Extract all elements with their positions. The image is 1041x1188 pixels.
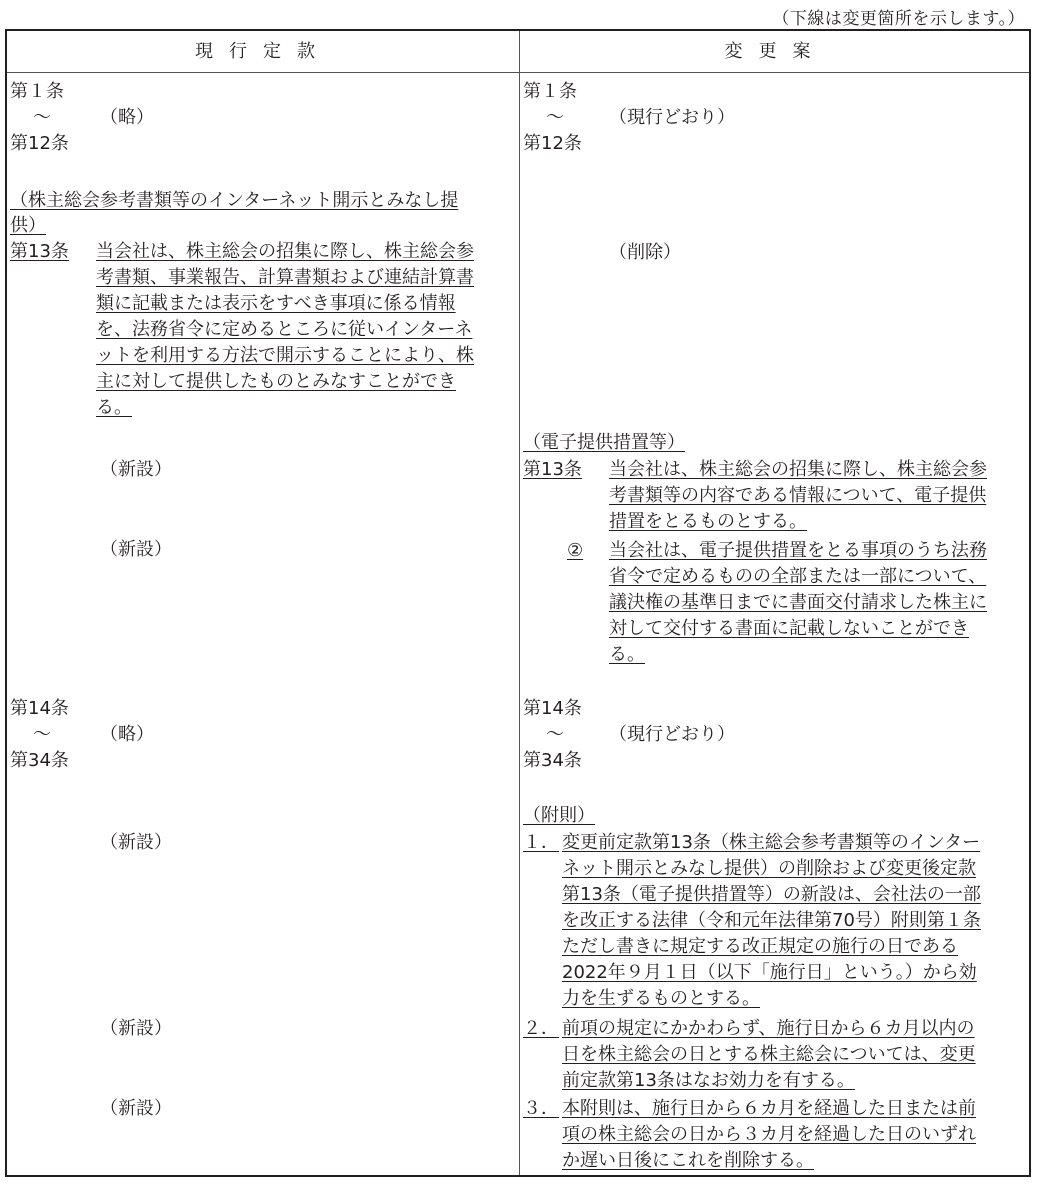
- right-article-13-line: 措置をとるものとする。: [609, 511, 807, 532]
- right-supplementary-line: を改正する法律（令和元年法律第70号）附則第１条: [562, 910, 981, 931]
- right-supplementary-item-3-mark: ３．: [523, 1098, 559, 1119]
- left-article-13-line: を、法務省令に定めるところに従いインターネ: [96, 319, 473, 340]
- left-article-13-line: 主に対して提供したものとみなすことができ: [96, 371, 456, 392]
- right-article-13-line: 考書類等の内容である情報について、電子提供: [609, 485, 987, 506]
- right-supplementary-line: 変更前定款第13条（株主総会参考書類等のインター: [562, 832, 981, 853]
- right-unchanged: （現行どおり）: [609, 724, 735, 745]
- right-supplementary-line: 本附則は、施行日から６カ月を経過した日または前: [562, 1098, 976, 1119]
- right-deleted: （削除）: [609, 242, 681, 263]
- right-supplementary-item-1-mark: １．: [523, 832, 559, 853]
- right-paragraph-2-body: [609, 538, 987, 668]
- left-article-13-caption-cont: 供）: [10, 215, 46, 236]
- right-article-13-body: [609, 457, 987, 535]
- right-supplementary-line: 2022年９月１日（以下「施行日」という。）から効: [562, 962, 977, 983]
- right-supplementary-line: 前項の規定にかかわらず、施行日から６カ月以内の: [562, 1018, 975, 1039]
- right-range-tilde: ～: [546, 724, 564, 745]
- right-paragraph-2-line: 当会社は、電子提供措置をとる事項のうち法務: [609, 540, 987, 561]
- right-supplementary-line: か遅い日後にこれを削除する。: [562, 1150, 814, 1171]
- right-supplementary-line: ネット開示とみなし提供）の削除および変更後定款: [562, 858, 976, 879]
- left-article-13-number: 第13条: [10, 241, 69, 262]
- right-supplementary-item-2-mark: ２．: [523, 1018, 559, 1039]
- right-supplementary-caption: （附則）: [523, 805, 595, 826]
- right-paragraph-2-line: 議決権の基準日までに書面交付請求した株主に: [609, 592, 987, 613]
- right-article-12: 第12条: [523, 133, 582, 154]
- right-paragraph-2-mark: ②: [567, 540, 584, 561]
- right-unchanged: （現行どおり）: [609, 107, 735, 128]
- header-current-articles: 現行定款: [195, 41, 331, 62]
- left-new-establishment: （新設）: [100, 539, 172, 560]
- underline-note: （下線は変更箇所を示します。）: [772, 9, 1025, 29]
- right-article-13-caption: （電子提供措置等）: [523, 432, 685, 453]
- right-article-34: 第34条: [523, 750, 582, 771]
- left-article-13-line: 考書類、事業報告、計算書類および連結計算書: [96, 267, 474, 288]
- left-article-13-line: 類に記載または表示をすべき事項に係る情報: [96, 293, 456, 314]
- left-range-tilde: ～: [33, 107, 51, 128]
- left-article-13-body: [96, 239, 474, 421]
- left-new-establishment: （新設）: [100, 459, 172, 480]
- right-article-13-number: 第13条: [523, 459, 582, 480]
- right-paragraph-2-line: 省令で定めるものの全部または一部について、: [609, 566, 987, 587]
- header-proposed-amendment: 変更案: [724, 41, 827, 62]
- left-article-13-line: る。: [96, 397, 132, 418]
- left-new-establishment: （新設）: [100, 1098, 172, 1119]
- right-paragraph-2-line: る。: [609, 644, 645, 665]
- left-article-1: 第１条: [10, 81, 64, 102]
- right-supplementary-line: 力を生ずるものとする。: [562, 988, 760, 1009]
- right-supplementary-item-3: [562, 1096, 976, 1174]
- right-range-tilde: ～: [546, 107, 564, 128]
- left-range-tilde: ～: [33, 724, 51, 745]
- right-paragraph-2-line: 対して交付する書面に記載しないことができ: [609, 618, 969, 639]
- left-article-34: 第34条: [10, 750, 69, 771]
- left-article-14: 第14条: [10, 698, 69, 719]
- right-supplementary-line: 前定款第13条はなお効力を有する。: [562, 1070, 855, 1091]
- left-article-13-line: ットを利用する方法で開示することにより、株: [96, 345, 474, 366]
- right-supplementary-line: 第13条（電子提供措置等）の新設は、会社法の一部: [562, 884, 981, 905]
- header-divider: [7, 72, 1029, 73]
- left-article-13-caption: （株主総会参考書類等のインターネット開示とみなし提: [10, 190, 459, 211]
- right-supplementary-line: ただし書きに規定する改正規定の施行の日である: [562, 936, 958, 957]
- column-divider: [519, 31, 520, 1175]
- right-supplementary-item-1: [562, 830, 981, 1012]
- right-article-14: 第14条: [523, 698, 582, 719]
- left-article-13-line: 当会社は、株主総会の招集に際し、株主総会参: [96, 241, 474, 262]
- left-article-12: 第12条: [10, 133, 69, 154]
- right-supplementary-line: 項の株主総会の日から３カ月を経過した日のいずれ: [562, 1124, 976, 1145]
- right-article-13-line: 当会社は、株主総会の招集に際し、株主総会参: [609, 459, 987, 480]
- left-new-establishment: （新設）: [100, 1018, 172, 1039]
- right-supplementary-item-2: [562, 1016, 976, 1094]
- right-article-1: 第１条: [523, 81, 577, 102]
- right-supplementary-line: 日を株主総会の日とする株主総会については、変更: [562, 1044, 976, 1065]
- left-omitted: （略）: [100, 724, 154, 745]
- left-omitted: （略）: [100, 107, 154, 128]
- left-new-establishment: （新設）: [100, 832, 172, 853]
